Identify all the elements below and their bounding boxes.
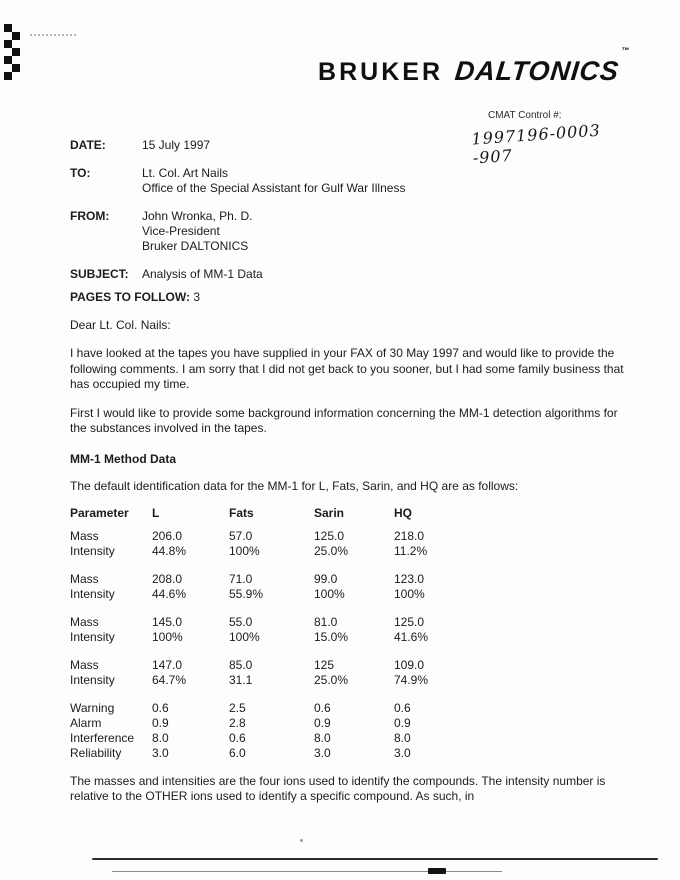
table-cell: 208.0	[152, 571, 183, 586]
table-cell: 218.0	[394, 528, 425, 543]
table-row	[70, 572, 628, 587]
table-cell: 206.0	[152, 528, 183, 543]
table-cell: 0.6	[394, 700, 411, 715]
table-row	[70, 746, 628, 761]
table-cell: 41.6%	[394, 629, 429, 644]
paragraph-2: First I would like to provide some background information concerning the MM-1 detection algorithms for the substances involved in the tapes.	[70, 405, 618, 435]
table-cell: 2.8	[229, 715, 246, 730]
memo-content	[70, 138, 628, 818]
table-cell: 100%	[314, 586, 345, 601]
table-cell: 3.0	[152, 745, 169, 760]
table-cell: 57.0	[229, 528, 253, 543]
table-cell: 100%	[229, 629, 260, 644]
table-cell: 31.1	[229, 672, 253, 687]
table-cell: 74.9%	[394, 672, 429, 687]
subject-value: Analysis of MM-1 Data	[142, 267, 263, 281]
table-cell: 0.9	[152, 715, 169, 730]
table-cell: 71.0	[229, 571, 253, 586]
table-row	[70, 544, 628, 559]
cmat-control-number-handwritten: 1997196-0003 -907	[470, 120, 602, 168]
memo-from-row	[70, 209, 628, 254]
table-cell: 147.0	[152, 657, 183, 672]
table-row	[70, 731, 628, 746]
row-label: Intensity	[70, 672, 115, 687]
salutation: Dear Lt. Col. Nails:	[70, 318, 171, 332]
table-cell: 25.0%	[314, 672, 349, 687]
table-cell: 55.0	[229, 614, 253, 629]
table-group	[70, 615, 628, 645]
table-cell: 123.0	[394, 571, 425, 586]
table-row	[70, 701, 628, 716]
table-group	[70, 572, 628, 602]
scan-artifact-blob	[428, 868, 446, 874]
row-label: Intensity	[70, 586, 115, 601]
scan-artifact-line	[92, 858, 658, 860]
table-cell: 81.0	[314, 614, 338, 629]
table-intro: The default identification data for the MM-1 for L, Fats, Sarin, and HQ are as follows:	[70, 478, 519, 493]
table-cell: 55.9%	[229, 586, 264, 601]
table-cell: 125	[314, 657, 335, 672]
table-row	[70, 716, 628, 731]
table-cell: 44.8%	[152, 543, 187, 558]
table-cell: 2.5	[229, 700, 246, 715]
row-label: Warning	[70, 700, 115, 715]
table-row	[70, 658, 628, 673]
to-label: TO:	[70, 166, 91, 180]
column-header: L	[152, 505, 160, 520]
table-cell: 8.0	[394, 730, 411, 745]
from-line: John Wronka, Ph. D.	[142, 209, 253, 223]
logo-bruker-text: BRUKER	[318, 58, 443, 86]
table-group	[70, 701, 628, 761]
table-cell: 0.6	[229, 730, 246, 745]
table-cell: 25.0%	[314, 543, 349, 558]
table-cell: 125.0	[394, 614, 425, 629]
table-header-row	[70, 506, 628, 521]
date-value: 15 July 1997	[142, 138, 211, 152]
table-cell: 0.6	[152, 700, 169, 715]
date-label: DATE:	[70, 138, 106, 152]
column-header: Sarin	[314, 505, 345, 520]
table-cell: 8.0	[152, 730, 169, 745]
memo-date-row	[70, 138, 628, 153]
mm1-table-body	[70, 529, 628, 761]
memo-subject-row	[70, 267, 628, 282]
table-cell: 3.0	[394, 745, 411, 760]
table-row	[70, 529, 628, 544]
pages-label: PAGES TO FOLLOW:	[70, 290, 190, 304]
company-logo	[318, 46, 631, 87]
table-cell: 15.0%	[314, 629, 349, 644]
from-value	[142, 209, 628, 254]
row-label: Mass	[70, 614, 99, 629]
row-label: Interference	[70, 730, 135, 745]
table-cell: 0.9	[394, 715, 411, 730]
table-cell: 85.0	[229, 657, 253, 672]
subject-label: SUBJECT:	[70, 267, 129, 281]
column-header: HQ	[394, 505, 412, 520]
logo-daltonics-text: DALTONICS™	[453, 46, 631, 86]
row-label: Reliability	[70, 745, 122, 760]
table-row	[70, 587, 628, 602]
from-line: Bruker DALTONICS	[142, 239, 249, 253]
from-label: FROM:	[70, 209, 110, 223]
table-cell: 6.0	[229, 745, 246, 760]
table-cell: 11.2%	[394, 543, 428, 558]
table-group	[70, 658, 628, 688]
from-line: Vice-President	[142, 224, 220, 238]
table-cell: 99.0	[314, 571, 338, 586]
to-line: Office of the Special Assistant for Gulf War Illness	[142, 181, 406, 195]
row-label: Alarm	[70, 715, 102, 730]
scan-smudge	[30, 34, 76, 36]
table-cell: 100%	[229, 543, 260, 558]
film-strip-marker	[4, 24, 20, 80]
table-cell: 0.9	[314, 715, 331, 730]
section-heading: MM-1 Method Data	[70, 451, 176, 466]
to-value	[142, 166, 628, 196]
table-cell: 3.0	[314, 745, 331, 760]
memo-to-row	[70, 166, 628, 196]
table-cell: 125.0	[314, 528, 345, 543]
paragraph-1: I have looked at the tapes you have supplied in your FAX of 30 May 1997 and would like to provide the following comments. I am sorry that I did not get back to you sooner, but I had some family business that has occupied my time.	[70, 346, 624, 391]
row-label: Mass	[70, 657, 99, 672]
table-cell: 100%	[152, 629, 183, 644]
table-cell: 0.6	[314, 700, 331, 715]
to-line: Lt. Col. Art Nails	[142, 166, 229, 180]
mm1-method-table	[70, 506, 628, 761]
pages-to-follow-row	[70, 290, 628, 305]
row-label: Intensity	[70, 543, 115, 558]
column-header: Fats	[229, 505, 254, 520]
table-cell: 44.6%	[152, 586, 187, 601]
scan-artifact-dot	[300, 839, 303, 842]
row-label: Mass	[70, 528, 99, 543]
column-header: Parameter	[70, 505, 129, 520]
trademark-symbol: ™	[620, 46, 631, 55]
table-row	[70, 630, 628, 645]
cmat-control-label: CMAT Control #:	[488, 110, 562, 121]
table-cell: 100%	[394, 586, 425, 601]
table-row	[70, 673, 628, 688]
table-cell: 109.0	[394, 657, 425, 672]
table-cell: 145.0	[152, 614, 183, 629]
table-cell: 64.7%	[152, 672, 187, 687]
table-group	[70, 529, 628, 559]
pages-value: 3	[193, 290, 201, 304]
table-cell: 8.0	[314, 730, 331, 745]
row-label: Intensity	[70, 629, 115, 644]
closing-paragraph: The masses and intensities are the four ions used to identify the compounds. The intensity number is relative to the OTHER ions used to identify a specific compound. As such, in	[70, 773, 606, 803]
row-label: Mass	[70, 571, 99, 586]
table-row	[70, 615, 628, 630]
